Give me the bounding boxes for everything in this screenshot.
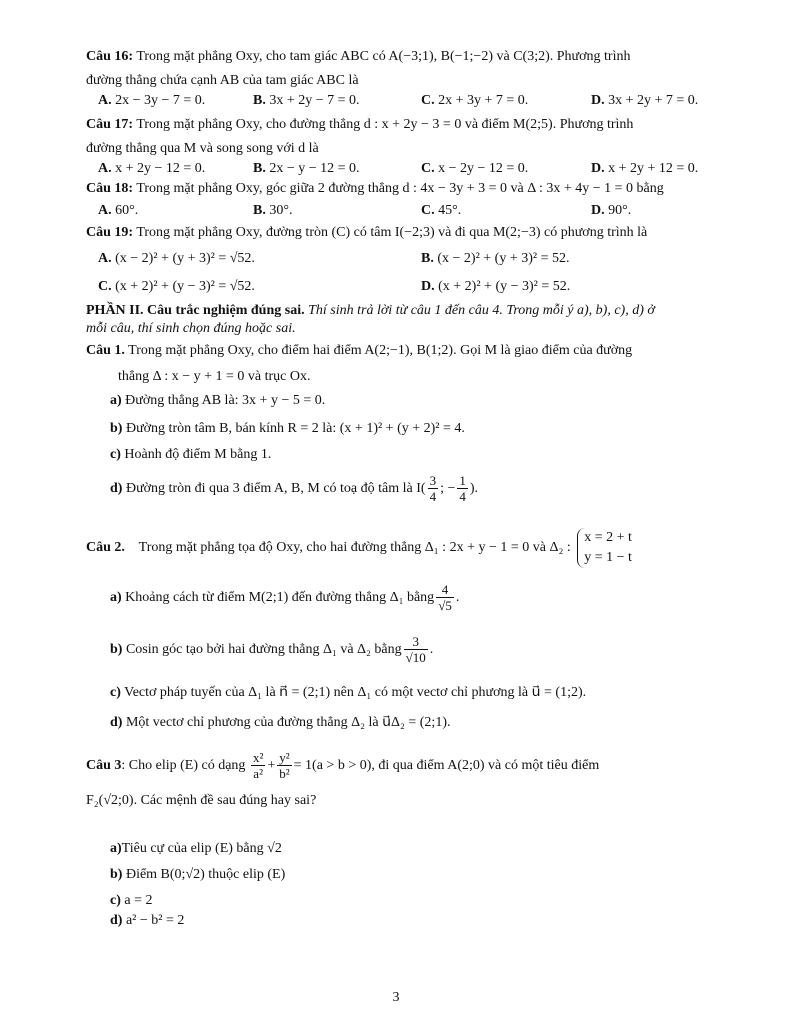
c1-item-d: d) Đường tròn đi qua 3 điểm A, B, M có toạ độ tâm là I( $\frac{3}{4}$ ; − $\frac{1}{4}$ ). [110,473,479,505]
c2-item-d: d) Một vectơ chỉ phương của đường thẳng Δ₂ là u⃗Δ₂ = (2;1). [110,715,451,730]
q19-option-c: C. (x + 2)² + (y − 3)² = √52. [98,279,255,294]
q18-option-b: B. 30°. [253,203,293,218]
q16-option-c: C. 2x + 3y + 7 = 0. [421,93,529,108]
c3-item-d: d) a² − b² = 2 [110,913,185,928]
c1-item-c: c) Hoành độ điểm M bằng 1. [110,447,272,462]
c3-label: Câu 3 [86,758,122,773]
c2-label: Câu 2. [86,540,125,555]
part2-heading [86,302,655,320]
part2-title: PHẦN II. Câu trắc nghiệm đúng sai. [86,303,305,318]
c1-line-1 [86,342,632,360]
c2-system: x = 2 + t y = 1 − t [577,528,632,568]
c2-item-c: c) Vectơ pháp tuyến của Δ₁ là n⃗ = (2;1) nên Δ₁ có một vectơ chỉ phương là u⃗ = (1;2). [110,685,587,700]
c2-item-b: b) Cosin góc tạo bởi hai đường thẳng Δ₁ và Δ₂ bằng $\frac{3}{√10}$ . [110,634,434,666]
q17-option-d: D. x + 2y + 12 = 0. [591,161,699,176]
c3-item-b: b) Điểm B(0;√2) thuộc elip (E) [110,867,286,882]
q16-text-1: Trong mặt phẳng Oxy, cho tam giác ABC có A(−3;1), B(−1;−2) và C(3;2). Phương trình [136,49,631,64]
q17-option-a: A. x + 2y − 12 = 0. [98,161,206,176]
c3-line-2: F₂(√2;0). Các mệnh đề sau đúng hay sai? [86,793,317,808]
q17-line-1 [86,116,633,134]
q16-label: Câu 16: [86,49,134,64]
part2-instruction-1: Thí sinh trả lời từ câu 1 đến câu 4. Trong mỗi ý a), b), c), d) ở [308,303,655,318]
c1-item-b: b) Đường tròn tâm B, bán kính R = 2 là: (x + 1)² + (y + 2)² = 4. [110,421,465,436]
q17-option-b: B. 2x − y − 12 = 0. [253,161,360,176]
q19-text-1: Trong mặt phẳng Oxy, đường tròn (C) có tâm I(−2;3) và đi qua M(2;−3) có phương trình là [136,225,648,240]
c3-item-a: a)Tiêu cự của elip (E) bằng √2 [110,841,282,856]
q17-label: Câu 17: [86,117,134,132]
c2-a-fraction: $\frac{4}{√5}$ [438,582,452,614]
c1-text-1: Trong mặt phẳng Oxy, cho điểm hai điểm A(2;−1), B(1;2). Gọi M là giao điểm của đường [128,343,633,358]
c2-item-a: a) Khoảng cách từ điểm M(2;1) đến đường thẳng Δ₁ bằng $\frac{4}{√5}$ . [110,582,460,614]
q19-label: Câu 19: [86,225,134,240]
q17-option-c: C. x − 2y − 12 = 0. [421,161,529,176]
page-number: 3 [392,990,400,1005]
c3-item-c: c) a = 2 [110,893,153,908]
q18-option-c: C. 45°. [421,203,462,218]
q19-option-d: D. (x + 2)² + (y − 3)² = 52. [421,279,571,294]
q17-text-1: Trong mặt phẳng Oxy, cho đường thẳng d : x + 2y − 3 = 0 và điểm M(2;5). Phương trình [136,117,634,132]
q16-option-a: A. 2x − 3y − 7 = 0. [98,93,206,108]
c3-fraction-x: $\frac{\text{x²}}{\text{a²}}$ [252,750,264,782]
q18-label: Câu 18: [86,181,134,196]
q18-line-1 [86,180,664,198]
c2-b-fraction: $\frac{3}{√10}$ [405,634,426,666]
q16-line-2: đường thẳng chứa cạnh AB của tam giác ABC là [86,73,359,88]
c2-text-1: Trong mặt phẳng tọa độ Oxy, cho hai đường thẳng Δ₁ : 2x + y − 1 = 0 và Δ₂ : [138,540,571,555]
c1-d-fraction-2: $\frac{1}{4}$ [459,473,466,505]
q19-option-b: B. (x − 2)² + (y + 3)² = 52. [421,251,570,266]
q18-option-a: A. 60°. [98,203,139,218]
c1-label: Câu 1. [86,343,125,358]
q16-option-b: B. 3x + 2y − 7 = 0. [253,93,360,108]
q16-option-d: D. 3x + 2y + 7 = 0. [591,93,699,108]
c2-line-1 [86,526,632,570]
c1-d-fraction-1: $\frac{3}{4}$ [429,473,437,505]
q19-line-1 [86,224,647,242]
q18-text-1: Trong mặt phẳng Oxy, góc giữa 2 đường thẳng d : 4x − 3y + 3 = 0 và Δ : 3x + 4y − 1 = 0 bằng [136,181,664,196]
q18-option-d: D. 90°. [591,203,632,218]
c1-line-2: thẳng Δ : x − y + 1 = 0 và trục Ox. [118,369,311,384]
c3-fraction-y: $\frac{\text{y²}}{\text{b²}}$ [279,750,290,782]
q19-option-a: A. (x − 2)² + (y + 3)² = √52. [98,251,255,266]
q16-line-1 [86,48,630,66]
c3-line-1: Câu 3: Cho elip (E) có dạng $\frac{\text{x²}}{\text{a²}}$ + $\frac{\text{y²}}{\text{b²}}$ = 1(a > b > 0), đi qua điểm A(2;0) và có một tiêu điểm [86,750,600,782]
q17-line-2: đường thẳng qua M và song song với d là [86,141,319,156]
c1-item-a: a) Đường thẳng AB là: 3x + y − 5 = 0. [110,393,326,408]
part2-instruction-2: mỗi câu, thí sinh chọn đúng hoặc sai. [86,321,296,336]
